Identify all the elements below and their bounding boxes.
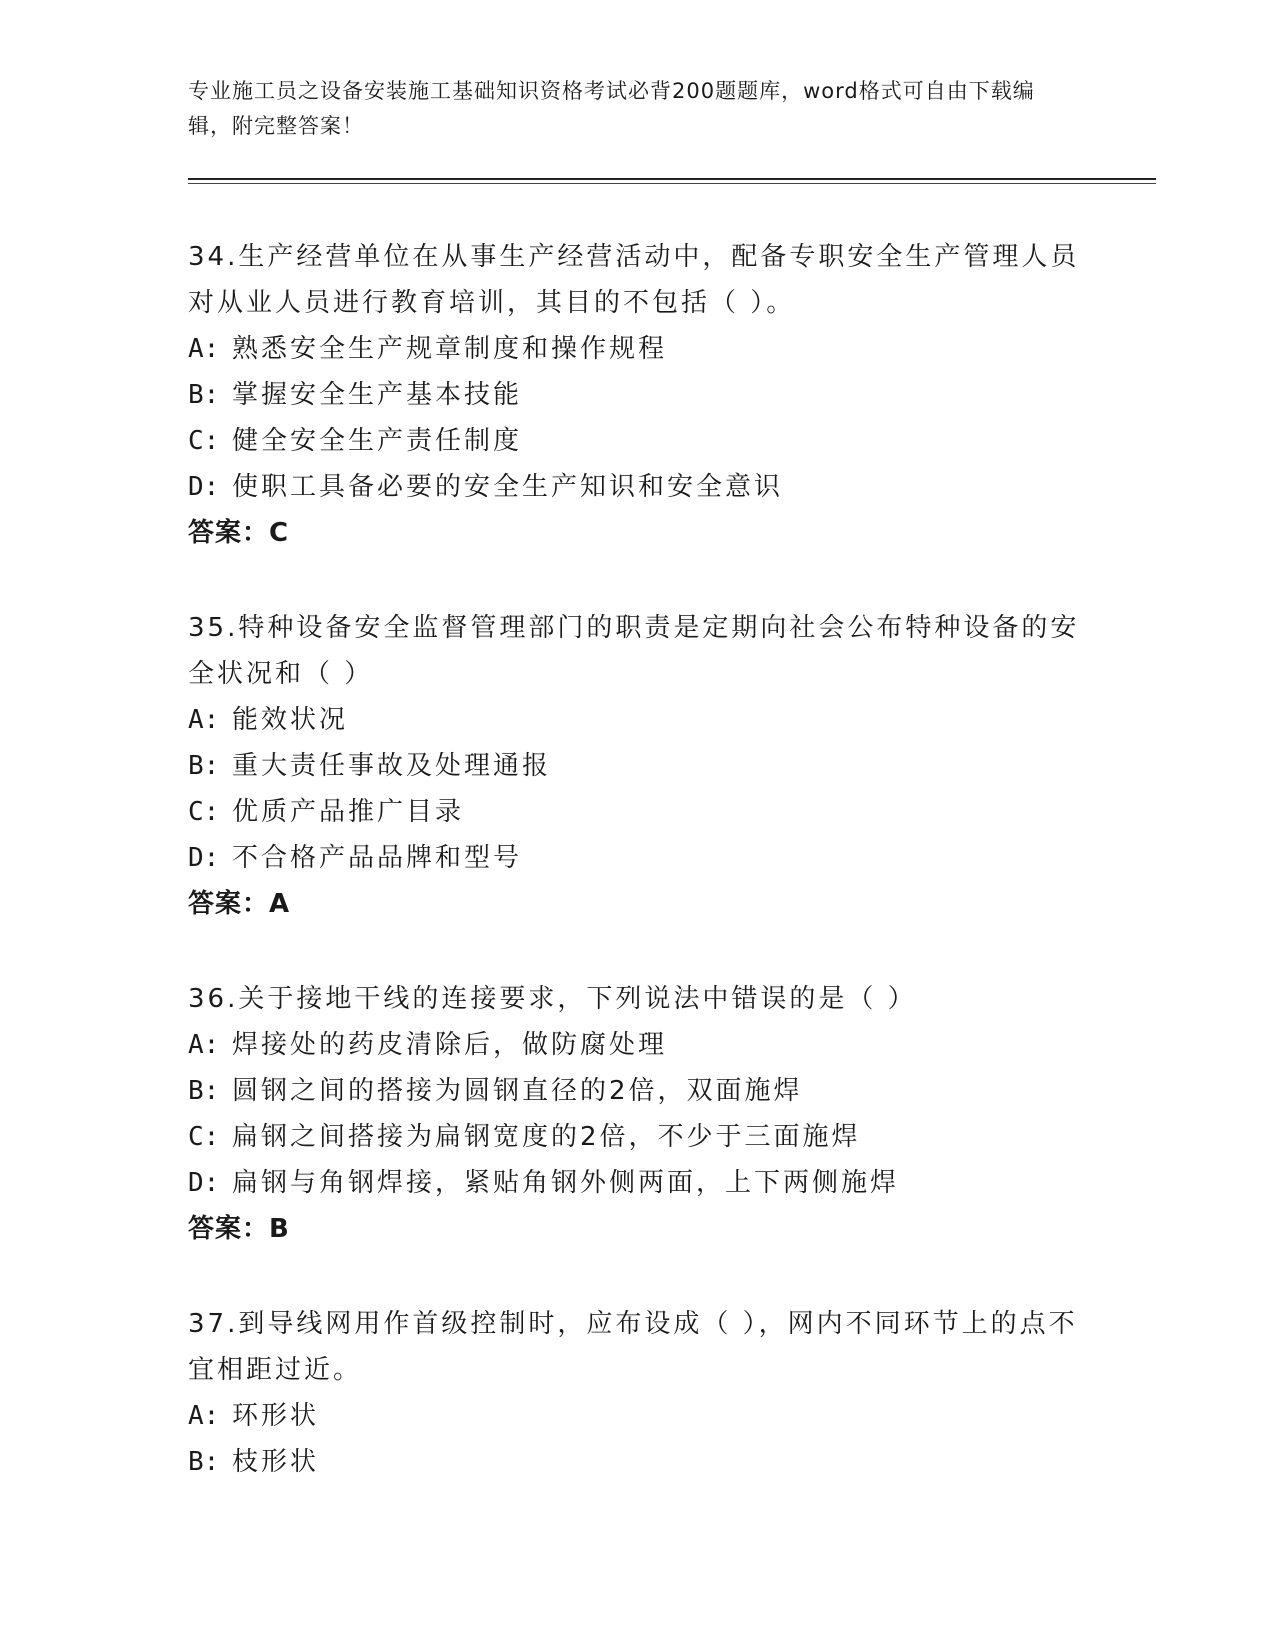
question-stem: 37.到导线网用作首级控制时，应布设成（ ），网内不同环节上的点不宜相距过近。 [188,1309,1078,1385]
option-key: A: [188,1030,220,1060]
question-stem: 36.关于接地干线的连接要求，下列说法中错误的是（ ） [188,984,917,1014]
option-text: 枝形状 [232,1447,320,1477]
header-divider-thin [188,183,1156,184]
option-text: 重大责任事故及处理通报 [232,751,552,781]
option-text: 使职工具备必要的安全生产知识和安全意识 [232,472,784,502]
question-stem: 34.生产经营单位在从事生产经营活动中，配备专职安全生产管理人员对从业人员进行教育培训，其目的不包括（ ）。 [188,242,1080,318]
option-key: B: [188,751,220,781]
option-d [188,835,1088,881]
answer-label: 答案： [188,518,270,548]
answer-value: C [269,518,290,548]
answer-value: A [269,889,291,919]
answer-label: 答案： [188,1214,270,1244]
option-key: D: [188,472,220,502]
option-text: 扁钢之间搭接为扁钢宽度的2倍，不少于三面施焊 [232,1122,861,1152]
header-divider-thick [188,178,1156,180]
option-key: D: [188,843,220,873]
option-key: D: [188,1168,220,1198]
option-c [188,789,1088,835]
option-c [188,1114,1088,1160]
option-key: A: [188,1401,220,1431]
option-text: 熟悉安全生产规章制度和操作规程 [232,334,668,364]
document-intro: 专业施工员之设备安装施工基础知识资格考试必背200题题库，word格式可自由下载编辑，附完整答案！ [188,79,1035,138]
option-text: 健全安全生产责任制度 [232,426,523,456]
option-text: 环形状 [232,1401,320,1431]
option-key: A: [188,334,220,364]
option-a [188,1393,1088,1439]
question-35 [188,605,1088,927]
question-stem: 35.特种设备安全监督管理部门的职责是定期向社会公布特种设备的安全状况和（ ） [188,613,1080,689]
option-a [188,1022,1088,1068]
option-b [188,1068,1088,1114]
option-text: 焊接处的药皮清除后，做防腐处理 [232,1030,668,1060]
option-c [188,418,1088,464]
question-34 [188,234,1088,556]
option-key: B: [188,380,220,410]
option-a [188,326,1088,372]
option-key: A: [188,705,220,735]
option-key: B: [188,1076,220,1106]
option-b [188,743,1088,789]
option-text: 能效状况 [232,705,349,735]
option-d [188,464,1088,510]
answer-line [188,1206,1088,1252]
answer-label: 答案： [188,889,270,919]
option-text: 圆钢之间的搭接为圆钢直径的2倍，双面施焊 [232,1076,803,1106]
option-key: B: [188,1447,220,1477]
answer-value: B [269,1214,290,1244]
option-key: C: [188,797,220,827]
answer-line [188,510,1088,556]
option-b [188,1439,1088,1485]
question-37 [188,1301,1088,1485]
option-text: 优质产品推广目录 [232,797,465,827]
option-a [188,697,1088,743]
option-b [188,372,1088,418]
option-key: C: [188,426,220,456]
answer-line [188,881,1088,927]
question-list [188,234,1088,1534]
question-36 [188,976,1088,1252]
option-text: 掌握安全生产基本技能 [232,380,523,410]
option-text: 不合格产品品牌和型号 [232,843,523,873]
option-key: C: [188,1122,220,1152]
option-d [188,1160,1088,1206]
option-text: 扁钢与角钢焊接，紧贴角钢外侧两面，上下两侧施焊 [232,1168,900,1198]
